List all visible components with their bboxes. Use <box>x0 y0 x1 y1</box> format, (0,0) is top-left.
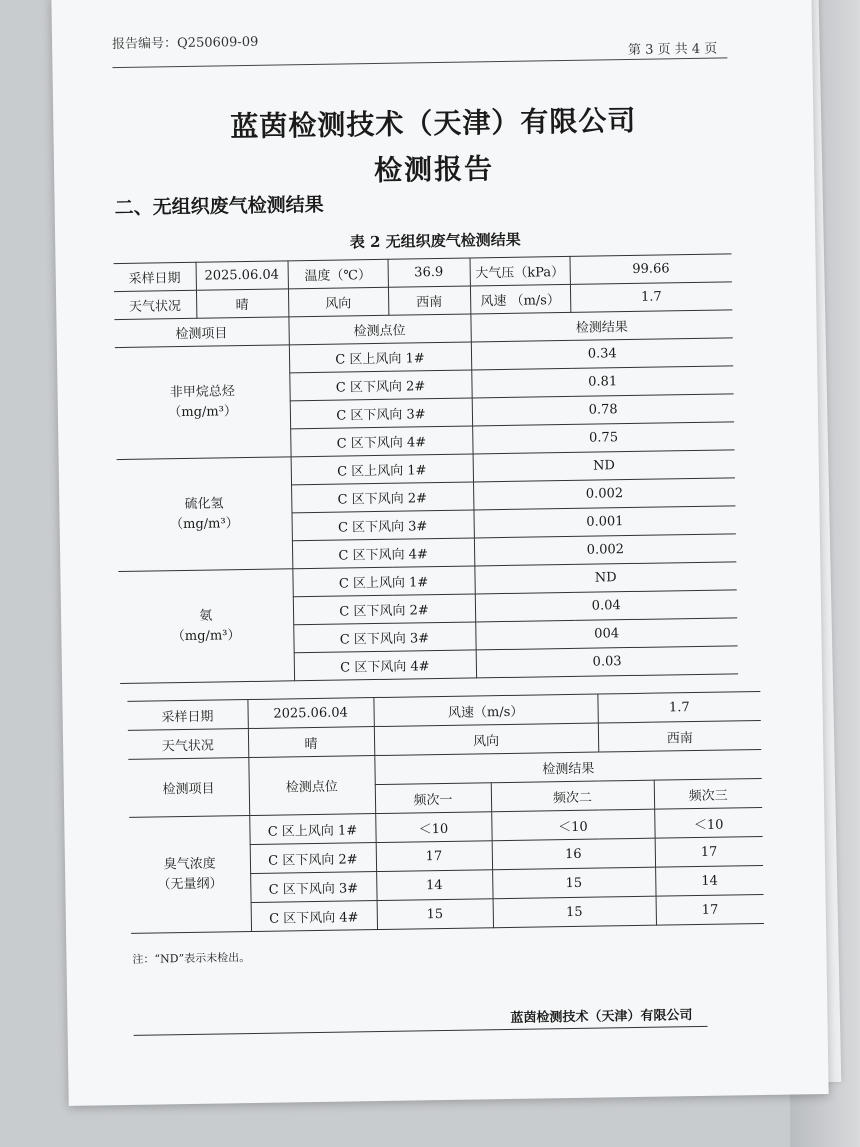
label: 采样日期 <box>127 700 247 731</box>
label: 天气状况 <box>128 729 248 760</box>
result-cell: ND <box>473 450 735 482</box>
freq-2-header: 频次二 <box>491 780 654 812</box>
item-cell <box>118 569 294 684</box>
exhaust-results-table <box>114 253 739 684</box>
item-name: 臭气浓度 <box>163 856 216 872</box>
freq-1-value: 14 <box>376 870 492 901</box>
item-name: 氨 <box>199 608 213 624</box>
freq-2-value: 16 <box>492 838 655 870</box>
point-cell: C 区下风向 4# <box>292 538 474 569</box>
point-cell: C 区下风向 3# <box>293 622 475 653</box>
label: 风向 <box>288 287 388 317</box>
item-unit: （mg/m³） <box>168 403 238 420</box>
result-cell: 0.34 <box>471 338 733 370</box>
result-cell: 0.75 <box>472 422 734 454</box>
value: 晴 <box>196 289 288 318</box>
item-name: 非甲烷总烃 <box>169 383 235 400</box>
point-cell: C 区下风向 2# <box>250 843 376 874</box>
page-number: 第 3 页 共 4 页 <box>627 41 718 58</box>
point-cell: C 区上风向 1# <box>292 566 474 597</box>
value: 晴 <box>248 727 374 758</box>
result-cell: 0.81 <box>471 366 733 398</box>
footnote: 注：“ND”表示未检出。 <box>132 951 251 966</box>
point-cell: C 区上风向 1# <box>289 342 471 373</box>
value: 1.7 <box>597 691 760 723</box>
result-cell: 004 <box>475 618 737 650</box>
report-number: 报告编号：Q250609-09 <box>111 34 259 53</box>
point-cell: C 区下风向 4# <box>294 650 476 681</box>
result-cell: 0.002 <box>473 478 735 510</box>
result-cell: 0.04 <box>475 590 737 622</box>
label: 风速 （m/s） <box>470 284 570 314</box>
label: 风速（m/s） <box>373 694 597 727</box>
item-unit: （无量纲） <box>157 875 223 892</box>
point-cell: C 区下风向 4# <box>251 901 377 932</box>
result-cell: 0.001 <box>473 506 735 538</box>
result-cell: 0.03 <box>476 646 738 678</box>
freq-1-value: ＜10 <box>375 812 491 843</box>
item-cell <box>129 816 251 934</box>
col-item-header: 检测项目 <box>128 758 249 818</box>
col-item-header: 检测项目 <box>114 317 288 348</box>
col-point-header: 检测点位 <box>248 756 375 816</box>
header-rule <box>112 57 727 68</box>
col-point-header: 检测点位 <box>288 314 470 345</box>
freq-1-header: 频次一 <box>375 783 491 814</box>
point-cell: C 区下风向 3# <box>290 398 472 429</box>
value: 36.9 <box>388 258 470 287</box>
point-cell: C 区下风向 3# <box>250 872 376 903</box>
freq-3-value: 14 <box>655 865 763 896</box>
value: 1.7 <box>570 282 732 313</box>
footer-rule <box>134 1026 708 1036</box>
point-cell: C 区下风向 4# <box>290 426 472 457</box>
item-unit: （mg/m³） <box>171 627 241 644</box>
freq-2-value: 15 <box>493 896 656 928</box>
freq-3-value: 17 <box>656 894 764 925</box>
report-title: 检测报告 <box>373 152 495 187</box>
freq-3-value: 17 <box>655 836 763 867</box>
freq-2-value: 15 <box>492 867 655 899</box>
item-name: 硫化氢 <box>184 495 224 512</box>
point-cell: C 区上风向 1# <box>291 454 473 485</box>
col-result-header: 检测结果 <box>374 749 761 784</box>
col-result-header: 检测结果 <box>470 310 732 342</box>
item-cell <box>115 345 291 460</box>
report-page <box>51 0 828 1106</box>
point-cell: C 区下风向 2# <box>291 482 473 513</box>
label: 大气压（kPa） <box>469 256 569 286</box>
odor-results-table <box>127 691 764 934</box>
point-cell: C 区下风向 2# <box>293 594 475 625</box>
freq-3-value: ＜10 <box>654 807 762 838</box>
label: 风向 <box>374 723 598 756</box>
point-cell: C 区上风向 1# <box>249 814 375 845</box>
freq-1-value: 17 <box>376 841 492 872</box>
value: 2025.06.04 <box>196 261 288 290</box>
value: 西南 <box>598 720 761 752</box>
result-cell: 0.002 <box>474 534 736 566</box>
label: 采样日期 <box>114 262 196 291</box>
freq-1-value: 15 <box>377 899 493 930</box>
label: 天气状况 <box>114 290 196 319</box>
result-cell: ND <box>474 562 736 594</box>
company-name: 蓝茵检测技术（天津）有限公司 <box>230 103 637 144</box>
item-unit: （mg/m³） <box>169 515 239 532</box>
freq-2-value: ＜10 <box>491 809 654 841</box>
table-caption: 表 2 无组织废气检测结果 <box>349 230 521 252</box>
item-cell <box>117 457 293 572</box>
point-cell: C 区下风向 2# <box>289 370 471 401</box>
footer-company: 蓝茵检测技术（天津）有限公司 <box>510 1008 693 1026</box>
value: 西南 <box>388 286 470 315</box>
value: 99.66 <box>569 254 731 285</box>
value: 2025.06.04 <box>247 698 373 729</box>
section-title: 二、无组织废气检测结果 <box>114 193 324 220</box>
point-cell: C 区下风向 3# <box>291 510 473 541</box>
label: 温度（℃） <box>288 259 388 289</box>
freq-3-header: 频次三 <box>654 778 762 809</box>
result-cell: 0.78 <box>472 394 734 426</box>
